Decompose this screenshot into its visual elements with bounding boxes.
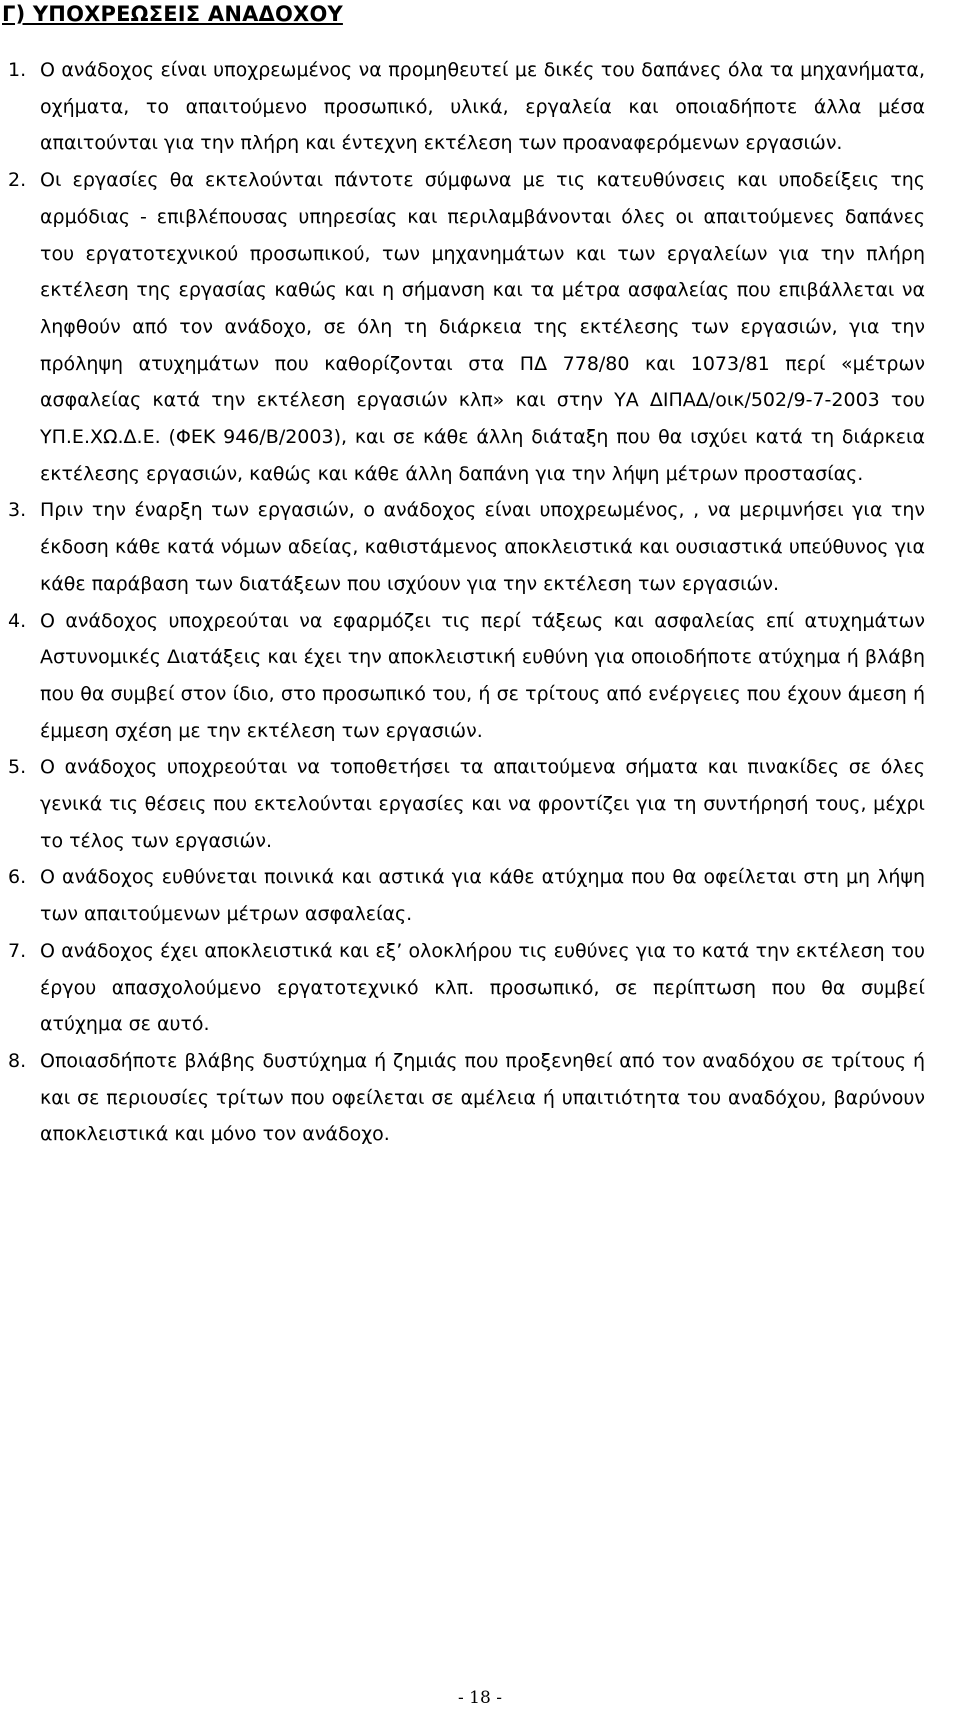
section-heading: Γ) ΥΠΟΧΡΕΩΣΕΙΣ ΑΝΑΔΟΧΟΥ [2,2,343,26]
list-item [0,162,925,492]
item-number: 1. [8,59,27,81]
item-number: 5. [8,756,27,779]
item-number: 2. [8,169,27,192]
list-item [0,1043,925,1153]
page-number: - 18 - [458,1688,502,1708]
list-item [0,603,925,750]
item-text: Ο ανάδοχος υποχρεούται να εφαρμόζει τις περί τάξεως και ασφαλείας επί ατυχημάτων Αστυνομικές Διατάξεις και έχει την αποκλειστική ευθύνη για οποιοδήποτε ατύχημα ή βλάβη που θα συμβεί στον ίδιο, στο προσωπικό του, ή σε τρίτους από ενέργειες που έχουν άμεση ή έμμεση σχέση με την εκτέλεση των εργασιών. [40,609,925,742]
item-number: 3. [8,499,27,522]
item-text: Οποιασδήποτε βλάβης δυστύχημα ή ζημιάς που προξενηθεί από τον αναδόχου σε τρίτους ή και σε περιουσίες τρίτων που οφείλεται σε αμέλεια ή υπαιτιότητα του αναδόχου, βαρύνουν αποκλειστικά και μόνο τον ανάδοχο. [40,1049,925,1146]
item-text: Οι εργασίες θα εκτελούνται πάντοτε σύμφωνα με τις κατευθύνσεις και υποδείξεις της αρμόδιας - επιβλέπουσας υπηρεσίας και περιλαμβάνονται όλες οι απαιτούμενες δαπάνες του εργατοτεχνικού προσωπικού, των μηχανημάτων και των εργαλείων για την πλήρη εκτέλεση της εργασίας καθώς και η σήμανση και τα μέτρα ασφαλείας που επιβάλλεται να ληφθούν από τον ανάδοχο, σε όλη τη διάρκεια της εκτέλεσης των εργασιών, για την πρόληψη ατυχημάτων που καθορίζονται στα ΠΔ 778/80 και 1073/81 περί «μέτρων ασφαλείας κατά την εκτέλεση εργασιών κλπ» και στην ΥΑ ΔΙΠΑΔ/οικ/502/9-7-2003 του ΥΠ.Ε.ΧΩ.Δ.Ε. (ΦΕΚ 946/Β/2003), και σε κάθε άλλη διάταξη που θα ισχύει κατά τη διάρκεια εκτέλεσης εργασιών, καθώς και κάθε άλλη δαπάνη για την λήψη μέτρων προστασίας. [40,169,925,485]
item-number: 8. [8,1049,27,1072]
item-text: Ο ανάδοχος υποχρεούται να τοποθετήσει τα απαιτούμενα σήματα και πινακίδες σε όλες γενικά τις θέσεις που εκτελούνται εργασίες και να φροντίζει για τη συντήρησή τους, μέχρι το τέλος των εργασιών. [40,756,925,852]
item-text: Ο ανάδοχος έχει αποκλειστικά και εξ’ ολοκλήρου τις ευθύνες για το κατά την εκτέλεση του έργου απασχολούμενο εργατοτεχνικό κλπ. προσωπικό, σε περίπτωση που θα συμβεί ατύχημα σε αυτό. [40,939,925,1036]
item-text: Πριν την έναρξη των εργασιών, ο ανάδοχος είναι υποχρεωμένος, , να μεριμνήσει για την έκδοση κάθε κατά νόμων αδείας, καθιστάμενος αποκλειστικά και ουσιαστικά υπεύθυνος για κάθε παράβαση των διατάξεων που ισχύουν για την εκτέλεση των εργασιών. [40,499,925,595]
item-number: 7. [8,939,27,962]
item-number: 4. [8,609,27,632]
list-item [0,933,925,1043]
obligations-list [0,52,925,1153]
item-text: Ο ανάδοχος είναι υποχρεωμένος να προμηθευτεί με δικές του δαπάνες όλα τα μηχανήματα, οχήματα, το απαιτούμενο προσωπικό, υλικά, εργαλεία και οποιαδήποτε άλλα μέσα απαιτούνται για την πλήρη και έντεχνη εκτέλεση των προαναφερόμενων εργασιών. [40,59,925,155]
list-item [0,492,925,602]
item-number: 6. [8,866,27,889]
list-item [0,859,925,932]
item-text: Ο ανάδοχος ευθύνεται ποινικά και αστικά για κάθε ατύχημα που θα οφείλεται στη μη λήψη των απαιτούμενων μέτρων ασφαλείας. [40,866,925,926]
list-item [0,749,925,859]
list-item [0,52,925,162]
